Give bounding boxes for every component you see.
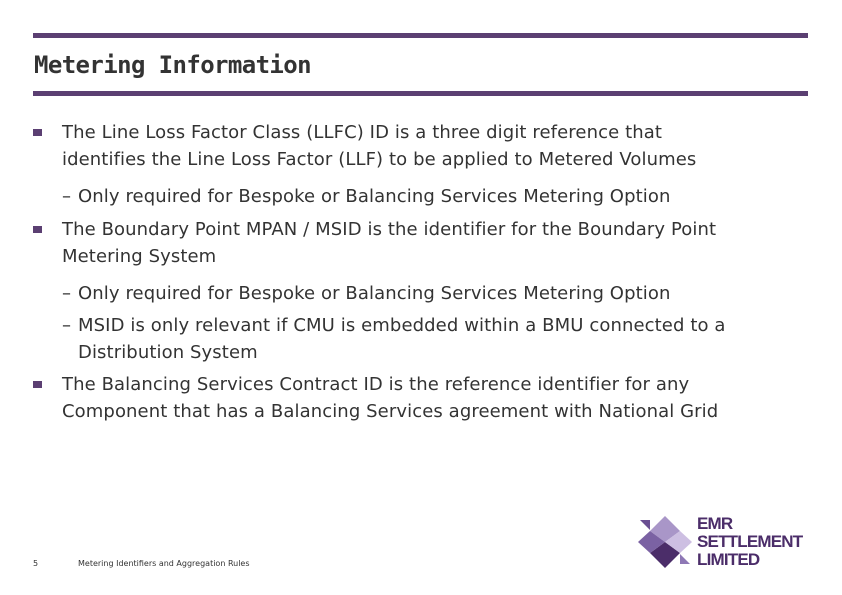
sub-bullet-dash: – [62,186,71,207]
sub-bullet-dash: – [62,315,71,336]
page-title: Metering Information [34,51,311,79]
sub-bullet-text: Only required for Bespoke or Balancing Services Metering Option [78,186,671,207]
bullet-text-line: The Balancing Services Contract ID is the reference identifier for any [62,374,690,395]
logo-text-emr: EMR [697,514,733,533]
title-underline [33,91,808,96]
footer-text: Metering Identifiers and Aggregation Rules [78,559,250,568]
bullet-text-line: The Line Loss Factor Class (LLFC) ID is a three digit reference that [62,122,663,143]
top-rule [33,33,808,38]
logo-text-limited: LIMITED [697,550,760,569]
sub-bullet-dash: – [62,283,71,304]
bullet-marker [33,381,42,388]
emr-logo-mark-icon [636,514,694,570]
bullet-text-line: Component that has a Balancing Services agreement with National Grid [62,401,719,422]
bullet-text-line: Metering System [62,246,217,267]
sub-bullet-text: MSID is only relevant if CMU is embedded within a BMU connected to a [78,315,726,336]
sub-bullet-text: Only required for Bespoke or Balancing Services Metering Option [78,283,671,304]
logo-text-settlement: SETTLEMENT [697,532,803,551]
sub-bullet-text: Distribution System [78,342,258,363]
page-number: 5 [33,559,39,568]
bullet-text-line: identifies the Line Loss Factor (LLF) to be applied to Metered Volumes [62,149,697,170]
bullet-marker [33,226,42,233]
bullet-marker [33,129,42,136]
bullet-text-line: The Boundary Point MPAN / MSID is the identifier for the Boundary Point [62,219,717,240]
